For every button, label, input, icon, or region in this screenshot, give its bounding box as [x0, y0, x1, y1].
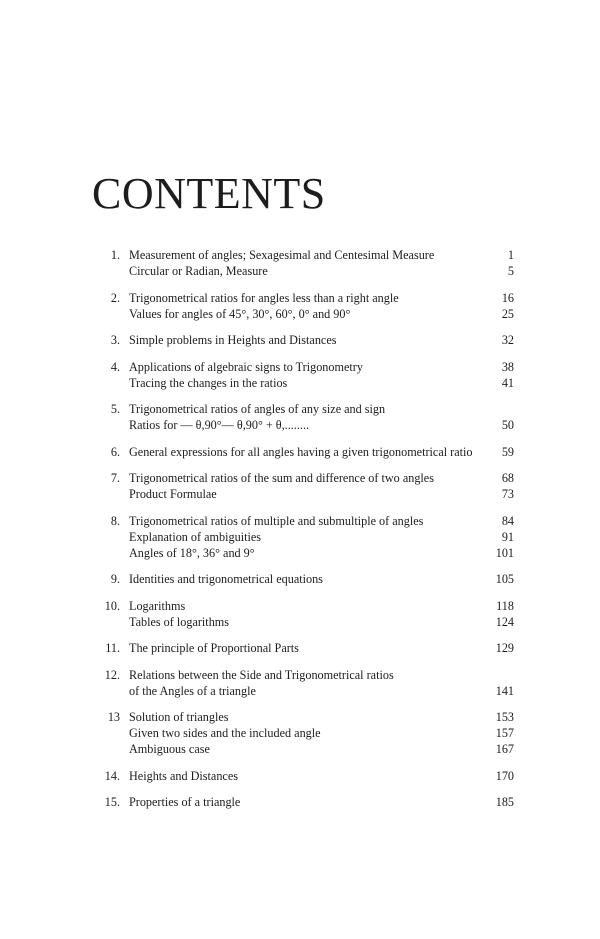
- page-number: 141: [495, 683, 514, 698]
- toc-line: [96, 486, 514, 502]
- toc-line: [96, 545, 514, 561]
- toc-line-title: The principle of Proportional Parts: [129, 641, 299, 655]
- toc-line-title: Ratios for — θ,90°— θ,90° + θ,........: [129, 418, 310, 432]
- chapter-number: 5.: [110, 402, 120, 416]
- toc-line-title: Measurement of angles; Sexagesimal and Centesimal Measure: [129, 248, 435, 262]
- page-number: 124: [495, 614, 514, 629]
- page-number: 84: [501, 513, 514, 528]
- page-number: 101: [495, 545, 514, 560]
- chapter-number: 6.: [110, 444, 120, 459]
- toc-entry: [96, 768, 514, 784]
- toc-line-title: Tables of logarithms: [129, 614, 230, 629]
- page-number: 170: [495, 768, 514, 783]
- toc-line: [96, 725, 514, 741]
- toc-line: [96, 529, 514, 545]
- page-number: 157: [495, 726, 514, 740]
- page-number: 167: [495, 742, 514, 756]
- toc-line-title: Properties of a triangle: [129, 795, 241, 809]
- page-number: 185: [495, 795, 514, 809]
- toc-entry: [96, 444, 514, 460]
- toc-line: [96, 667, 514, 683]
- page-number: 68: [501, 471, 514, 485]
- toc-line: [96, 401, 514, 417]
- toc-line: [96, 417, 514, 433]
- chapter-number: 15.: [104, 795, 120, 809]
- toc-entry: [96, 667, 514, 699]
- toc-line-title: Simple problems in Heights and Distances: [129, 333, 337, 347]
- toc-line: [96, 263, 514, 279]
- toc-line-title: Solution of triangles: [129, 710, 229, 724]
- toc-line-title: Circular or Radian, Measure: [129, 264, 268, 278]
- toc-line: [96, 444, 514, 460]
- toc-line-title: Trigonometrical ratios of the sum and difference of two angles: [129, 471, 434, 485]
- toc-line: [96, 683, 514, 699]
- toc-entry: [96, 709, 514, 757]
- table-of-contents: [96, 247, 514, 821]
- toc-entry: [96, 513, 514, 561]
- toc-line-title: General expressions for all angles having a given trigonometrical ratio: [129, 444, 473, 459]
- page-number: 25: [501, 306, 514, 321]
- page-number: 129: [495, 641, 514, 655]
- chapter-number: 13: [107, 710, 120, 724]
- toc-line-title: Ambiguous case: [129, 742, 210, 756]
- chapter-number: 8.: [110, 513, 120, 528]
- page-number: 5: [507, 264, 514, 278]
- chapter-number: 9.: [110, 572, 120, 586]
- toc-entry: [96, 401, 514, 433]
- toc-entry: [96, 247, 514, 279]
- toc-entry: [96, 470, 514, 502]
- toc-line-title: Trigonometrical ratios for angles less than a right angle: [129, 290, 399, 305]
- toc-line: [96, 359, 514, 375]
- toc-entry: [96, 640, 514, 656]
- toc-line: [96, 375, 514, 391]
- toc-entry: [96, 290, 514, 322]
- toc-line-title: Trigonometrical ratios of multiple and submultiple of angles: [129, 513, 424, 528]
- toc-line-title: Trigonometrical ratios of angles of any size and sign: [129, 402, 386, 416]
- toc-entry: [96, 332, 514, 348]
- toc-line: [96, 794, 514, 810]
- page-number: 41: [501, 375, 514, 390]
- chapter-number: 2.: [110, 290, 120, 305]
- toc-line-title: Values for angles of 45°, 30°, 60°, 0° and 90°: [129, 306, 351, 321]
- toc-entry: [96, 598, 514, 630]
- page-number: 73: [501, 487, 514, 501]
- toc-line-title: Identities and trigonometrical equations: [129, 572, 323, 586]
- page-number: 105: [495, 572, 514, 586]
- toc-line-title: Explanation of ambiguities: [129, 529, 262, 544]
- chapter-number: 10.: [104, 598, 120, 613]
- toc-line: [96, 640, 514, 656]
- toc-entry: [96, 794, 514, 810]
- toc-line-title: Relations between the Side and Trigonometrical ratios: [129, 667, 394, 682]
- chapter-number: 7.: [110, 471, 120, 485]
- page-number: 153: [495, 710, 514, 724]
- chapter-number: 14.: [104, 768, 120, 783]
- toc-line-title: Logarithms: [129, 598, 186, 613]
- page-number: 59: [501, 444, 514, 459]
- toc-line: [96, 290, 514, 306]
- toc-line: [96, 247, 514, 263]
- toc-entry: [96, 359, 514, 391]
- toc-line-title: Tracing the changes in the ratios: [129, 375, 288, 390]
- toc-line-title: Applications of algebraic signs to Trigonometry: [129, 359, 363, 374]
- toc-line: [96, 768, 514, 784]
- toc-line: [96, 598, 514, 614]
- chapter-number: 12.: [104, 667, 120, 682]
- page-number: 32: [501, 333, 514, 347]
- toc-line: [96, 614, 514, 630]
- page-number: 1: [507, 248, 514, 262]
- toc-line: [96, 571, 514, 587]
- toc-line: [96, 709, 514, 725]
- toc-line: [96, 306, 514, 322]
- page-number: 50: [501, 418, 514, 432]
- toc-line: [96, 741, 514, 757]
- page-title: CONTENTS: [92, 169, 326, 218]
- toc-line-title: Angles of 18°, 36° and 9°: [129, 545, 255, 560]
- toc-line-title: Heights and Distances: [129, 768, 238, 783]
- chapter-number: 11.: [105, 641, 120, 655]
- page-number: 16: [501, 290, 514, 305]
- chapter-number: 3.: [110, 333, 120, 347]
- toc-line-title: Product Formulae: [129, 487, 217, 501]
- chapter-number: 1.: [110, 248, 120, 262]
- toc-line: [96, 513, 514, 529]
- toc-line-title: of the Angles of a triangle: [129, 683, 256, 698]
- chapter-number: 4.: [110, 359, 120, 374]
- toc-entry: [96, 571, 514, 587]
- toc-line: [96, 470, 514, 486]
- toc-line-title: Given two sides and the included angle: [129, 726, 321, 740]
- page-number: 91: [501, 529, 514, 544]
- page-number: 118: [496, 598, 514, 613]
- page-number: 38: [501, 359, 514, 374]
- toc-line: [96, 332, 514, 348]
